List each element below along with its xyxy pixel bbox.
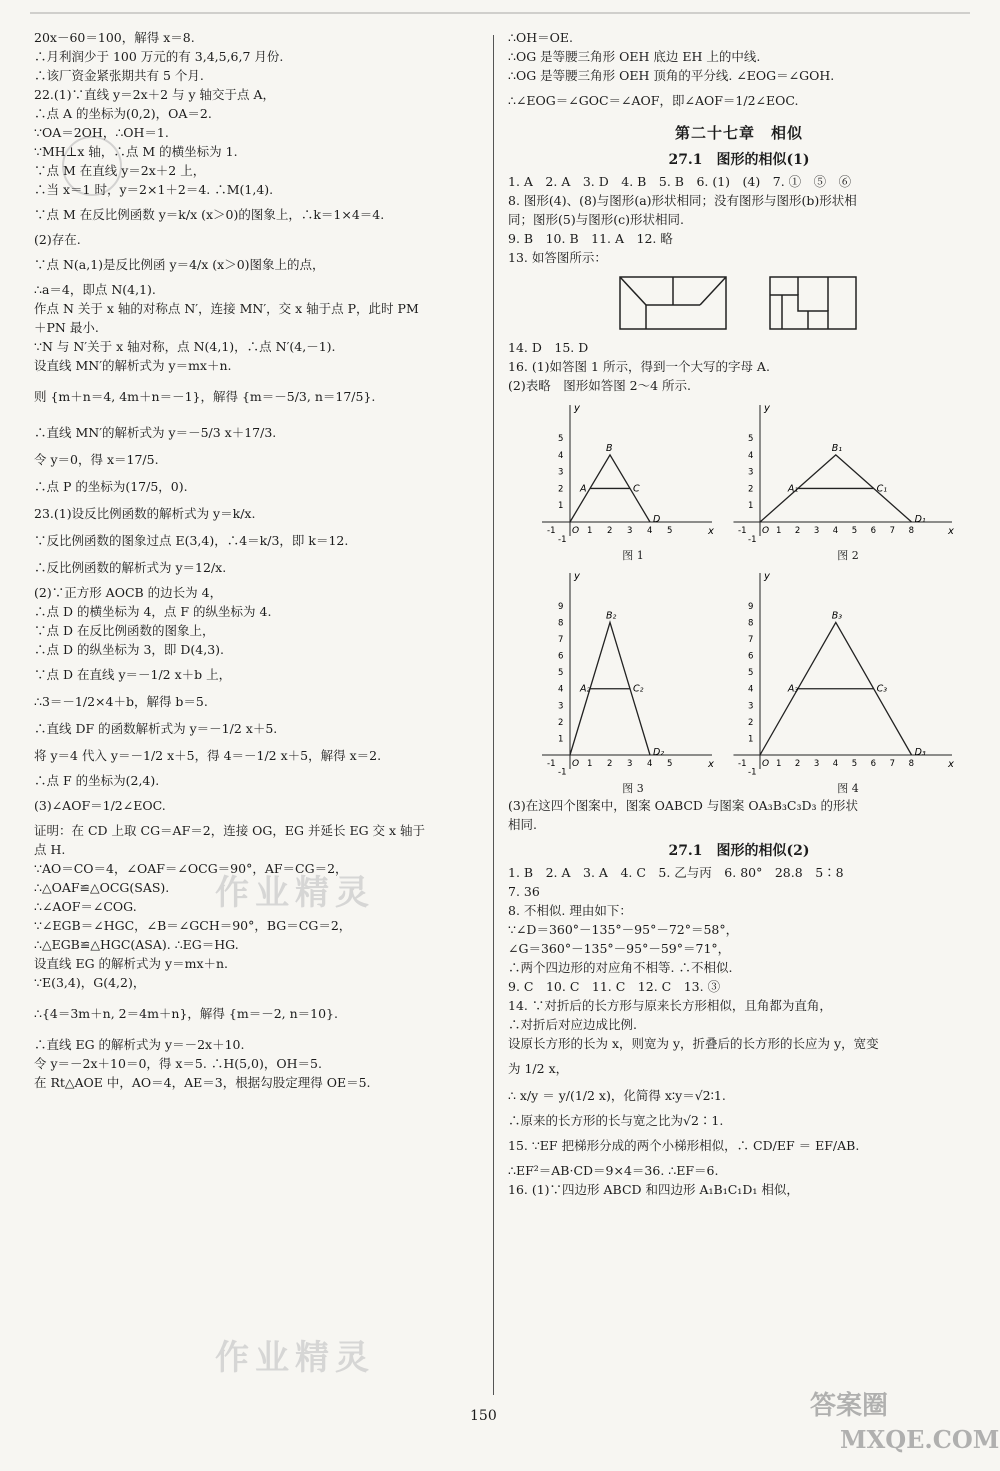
x-tick-label: -1 <box>547 526 556 536</box>
text-line: 为 1/2 x， <box>508 1061 569 1076</box>
text-line: ∴∠EOG＝∠GOC＝∠AOF，即∠AOF＝1/2∠EOC. <box>508 93 799 108</box>
x-tick-label: 7 <box>889 526 896 536</box>
x-tick-label: 3 <box>813 526 820 536</box>
text-line: 设原长方形的长为 x，则宽为 y，折叠后的长方形的长应为 y，宽变 <box>508 1036 879 1051</box>
y-tick-label: 3 <box>558 701 564 712</box>
graph-caption: 图 3 <box>622 782 644 795</box>
text-line: 15. ∵EF 把梯形分成的两个小梯形相似，∴ CD/EF ＝ EF/AB. <box>508 1138 860 1153</box>
text-line: ∵N 与 N′关于 x 轴对称，点 N(4,1)，∴点 N′(4,－1). <box>34 339 336 354</box>
x-tick-label: 3 <box>813 759 820 769</box>
left-column <box>34 28 480 1093</box>
text-line: 令 y＝－2x＋10＝0，得 x＝5. ∴H(5,0)，OH＝5. <box>34 1056 322 1071</box>
text-line: 将 y＝4 代入 y＝－1/2 x＋5，得 4＝－1/2 x＋5，解得 x＝2. <box>34 748 382 763</box>
text-line: 设直线 MN′的解析式为 y＝mx＋n. <box>34 358 232 373</box>
y-axis-label: y <box>764 403 770 414</box>
y-tick-label: 5 <box>558 668 564 679</box>
y-tick-label: 7 <box>558 635 564 645</box>
q13-figure-lshape <box>768 275 858 331</box>
text-line: 设直线 EG 的解析式为 y＝mx＋n. <box>34 956 229 971</box>
x-tick-label: 1 <box>775 526 782 536</box>
text-line: (3)在这四个图案中，图案 OABCD 与图案 OA₃B₃C₃D₃ 的形状 <box>508 798 858 813</box>
x-tick-label: 4 <box>832 759 839 769</box>
text-line: ∴对折后对应边成比例. <box>508 1017 637 1032</box>
origin-label: O <box>572 759 580 769</box>
text-line: ＋PN 最小. <box>34 320 99 335</box>
x-tick-label: -1 <box>738 759 747 769</box>
text-line: ∴直线 MN′的解析式为 y＝－5/3 x＋17/3. <box>34 425 277 440</box>
text-line: ∴OG 是等腰三角形 OEH 底边 EH 上的中线. <box>508 49 761 64</box>
text-line: ∴原来的长方形的长与宽之比为√2∶1. <box>508 1113 724 1128</box>
origin-label: O <box>572 526 580 536</box>
text-line: ∵点 M 在反比例函数 y＝k/x (x＞0)的图象上，∴k＝1×4＝4. <box>34 207 385 222</box>
text-line: ∴△OAF≌△OCG(SAS). <box>34 880 170 895</box>
graph-caption: 图 2 <box>837 549 859 562</box>
text-line: ∴△EGB≌△HGC(ASA). ∴EG＝HG. <box>34 937 239 952</box>
text-line: ∴月利润少于 100 万元的有 3,4,5,6,7 月份. <box>34 49 284 64</box>
text-line: ∴当 x＝1 时，y＝2×1＋2＝4. ∴M(1,4). <box>34 182 274 197</box>
text-line: ∴a＝4，即点 N(4,1). <box>34 282 156 297</box>
x-tick-label: 1 <box>775 759 782 769</box>
y-tick-label: 1 <box>748 734 754 745</box>
text-line: ∴{4＝3m＋n, 2＝4m＋n}，解得 {m＝－2, n＝10}. <box>34 1006 338 1021</box>
y-axis-label: y <box>764 571 770 582</box>
y-tick-label: 9 <box>558 601 564 612</box>
point-label: B₁ <box>831 442 843 454</box>
text-line: ∴∠AOF＝∠COG. <box>34 899 137 914</box>
text-line: ∵∠EGB＝∠HGC，∠B＝∠GCH＝90°，BG＝CG＝2， <box>34 918 352 933</box>
x-tick-label: 3 <box>627 526 633 536</box>
text-line: 令 y＝0，得 x＝17/5. <box>34 452 159 467</box>
y-tick-label: 5 <box>558 434 564 445</box>
x-tick-label: 5 <box>667 759 673 769</box>
point-label: C₂ <box>633 683 644 695</box>
y-axis-label: y <box>574 571 580 582</box>
text-line: 7. 36 <box>508 884 540 899</box>
text-line: (3)∠AOF＝1/2∠EOC. <box>34 798 166 813</box>
text-line: 16. (1)如答图 1 所示，得到一个大写的字母 A. <box>508 359 770 374</box>
x-tick-label: 8 <box>908 759 915 769</box>
y-tick-label: 9 <box>748 601 754 612</box>
graph-2 <box>738 399 958 563</box>
text-line: 9. B 10. B 11. A 12. 略 <box>508 231 673 246</box>
text-line: 1. A 2. A 3. D 4. B 5. B 6. (1) (4) 7. ① ⑤ ⑥ <box>508 174 852 189</box>
point-label: C₃ <box>876 683 888 695</box>
text-line: ∴点 P 的坐标为(17/5，0). <box>34 479 188 494</box>
y-tick-label: -1 <box>748 767 757 778</box>
y-tick-label: 4 <box>558 684 564 695</box>
x-tick-label: 5 <box>851 759 858 769</box>
q13-figures <box>618 275 970 331</box>
graph-row-2 <box>548 567 970 796</box>
section-title-2: 27.1 图形的相似(2) <box>668 843 810 859</box>
text-line: 相同. <box>508 817 537 832</box>
y-tick-label: 6 <box>748 651 754 662</box>
section-title-1: 27.1 图形的相似(1) <box>668 152 810 168</box>
point-label: B <box>606 442 613 454</box>
text-line: 16. (1)∵四边形 ABCD 和四边形 A₁B₁C₁D₁ 相似， <box>508 1182 799 1197</box>
y-tick-label: 5 <box>748 434 754 445</box>
text-line: (2)表略 图形如答图 2～4 所示. <box>508 378 692 393</box>
x-tick-label: -1 <box>547 759 556 769</box>
y-tick-label: -1 <box>748 534 757 545</box>
watermark: 作业精灵 <box>215 873 375 913</box>
text-line: ∴该厂资金紧张期共有 5 个月. <box>34 68 204 83</box>
x-tick-label: 4 <box>832 526 839 536</box>
graph-3 <box>548 567 718 796</box>
x-tick-label: 6 <box>870 759 877 769</box>
text-line: ∠G＝360°－135°－95°－59°＝71°， <box>508 941 731 956</box>
point-label: A <box>580 483 587 495</box>
text-line: 同；图形(5)与图形(c)形状相同. <box>508 212 684 227</box>
text-line: 作点 N 关于 x 轴的对称点 N′，连接 MN′，交 x 轴于点 P，此时 PM <box>34 301 419 316</box>
text-line: 1. B 2. A 3. A 4. C 5. 乙与丙 6. 80° 28.8 5∶8 <box>508 865 844 880</box>
text-line: (2)存在. <box>34 232 81 247</box>
x-tick-label: 2 <box>794 526 801 536</box>
q13-figure-trapezoid <box>618 275 728 331</box>
y-tick-label: 3 <box>748 467 754 478</box>
x-tick-label: 5 <box>667 526 673 536</box>
text-line: ∵点 D 在直线 y＝－1/2 x＋b 上， <box>34 667 232 682</box>
text-line: 13. 如答图所示： <box>508 250 607 265</box>
x-axis-label: x <box>948 759 954 770</box>
y-tick-label: -1 <box>558 767 567 778</box>
x-tick-label: -1 <box>738 526 747 536</box>
x-axis-label: x <box>948 526 954 537</box>
point-label: B₂ <box>606 610 617 622</box>
x-tick-label: 3 <box>627 759 633 769</box>
text-line: (2)∵正方形 AOCB 的边长为 4， <box>34 585 223 600</box>
text-line: ∴点 D 的横坐标为 4，点 F 的纵坐标为 4. <box>34 604 272 619</box>
text-line: 则 {m＋n＝4, 4m＋n＝－1}，解得 {m＝－5/3, n＝17/5}. <box>34 389 376 404</box>
graph-row-1 <box>548 399 970 563</box>
column-divider <box>493 35 494 1395</box>
y-tick-label: 2 <box>748 484 754 495</box>
graph-caption: 图 1 <box>622 549 644 562</box>
y-tick-label: 5 <box>748 668 754 679</box>
top-rule <box>30 12 970 14</box>
y-axis-label: y <box>574 403 580 414</box>
y-tick-label: 8 <box>558 618 564 629</box>
y-tick-label: 2 <box>558 484 564 495</box>
text-line: ∴两个四边形的对应角不相等. ∴不相似. <box>508 960 733 975</box>
x-tick-label: 4 <box>647 759 653 769</box>
text-line: ∴点 F 的坐标为(2,4). <box>34 773 160 788</box>
text-line: ∴OG 是等腰三角形 OEH 顶角的平分线. ∠EOG＝∠GOH. <box>508 68 835 83</box>
y-tick-label: 8 <box>748 618 754 629</box>
y-tick-label: 3 <box>558 467 564 478</box>
point-label: D <box>653 514 661 525</box>
y-tick-label: 4 <box>748 684 754 695</box>
y-tick-label: 3 <box>748 701 754 712</box>
point-label: A₁ <box>787 483 799 495</box>
text-line: 14. D 15. D <box>508 340 589 355</box>
y-tick-label: 1 <box>748 501 754 512</box>
y-tick-label: 4 <box>748 450 754 461</box>
text-line: ∵OA＝2OH，∴OH＝1. <box>34 125 169 140</box>
corner-url: MXQE.COM <box>840 1425 1000 1454</box>
text-line: ∴直线 DF 的函数解析式为 y＝－1/2 x＋5. <box>34 721 278 736</box>
x-tick-label: 2 <box>607 526 613 536</box>
x-axis-label: x <box>708 526 714 537</box>
x-tick-label: 4 <box>647 526 653 536</box>
graph-1 <box>548 399 718 563</box>
chapter-title: 第二十七章 相似 <box>674 124 803 142</box>
text-line: 8. 不相似. 理由如下： <box>508 903 632 918</box>
point-label: D₁ <box>914 514 926 525</box>
text-line: ∵E(3,4)，G(4,2)， <box>34 975 146 990</box>
graph-4 <box>738 567 958 796</box>
text-line: 22.(1)∵直线 y＝2x＋2 与 y 轴交于点 A， <box>34 87 276 102</box>
point-label: B₃ <box>831 610 843 622</box>
text-line: ∵点 D 在反比例函数的图象上， <box>34 623 215 638</box>
x-tick-label: 6 <box>870 526 877 536</box>
text-line: ∴直线 EG 的解析式为 y＝－2x＋10. <box>34 1037 245 1052</box>
y-tick-label: -1 <box>558 534 567 545</box>
x-tick-label: 2 <box>607 759 613 769</box>
text-line: 9. C 10. C 11. C 12. C 13. ③ <box>508 979 721 994</box>
point-label: A₂ <box>580 683 591 695</box>
corner-logo: 答案圈 <box>810 1391 889 1421</box>
text-line: ∴EF²＝AB·CD＝9×4＝36. ∴EF＝6. <box>508 1163 719 1178</box>
text-line: 23.(1)设反比例函数的解析式为 y＝k/x. <box>34 506 256 521</box>
text-line: ∴3＝－1/2×4＋b，解得 b＝5. <box>34 694 208 709</box>
y-tick-label: 1 <box>558 501 564 512</box>
y-tick-label: 7 <box>748 635 754 645</box>
text-line: ∵反比例函数的图象过点 E(3,4)，∴4＝k/3，即 k＝12. <box>34 533 349 548</box>
y-tick-label: 6 <box>558 651 564 662</box>
text-line: ∵∠D＝360°－135°－95°－72°＝58°， <box>508 922 739 937</box>
y-tick-label: 1 <box>558 734 564 745</box>
text-line: ∴点 D 的纵坐标为 3，即 D(4,3). <box>34 642 224 657</box>
right-column <box>508 28 970 1200</box>
x-tick-label: 7 <box>889 759 896 769</box>
watermark: 作业精灵 <box>215 1338 375 1378</box>
x-axis-label: x <box>708 759 714 770</box>
text-line: ∵MH⊥x 轴，∴点 M 的横坐标为 1. <box>34 144 238 159</box>
page-number: 150 <box>470 1408 497 1424</box>
graph-caption: 图 4 <box>837 782 859 795</box>
x-tick-label: 8 <box>908 526 915 536</box>
text-line: 14. ∵对折后的长方形与原来长方形相似，且角都为直角， <box>508 998 832 1013</box>
text-line: ∴点 A 的坐标为(0,2)，OA＝2. <box>34 106 212 121</box>
y-tick-label: 2 <box>558 717 564 728</box>
y-tick-label: 4 <box>558 450 564 461</box>
text-line: ∴ x/y ＝ y/(1/2 x)，化简得 x∶y＝√2∶1. <box>508 1088 726 1103</box>
text-line: 8. 图形(4)、(8)与图形(a)形状相同；没有图形与图形(b)形状相 <box>508 193 857 208</box>
point-label: C <box>633 483 640 495</box>
point-label: D₃ <box>914 747 926 758</box>
text-line: ∵点 M 在直线 y＝2x＋2 上， <box>34 163 206 178</box>
x-tick-label: 5 <box>851 526 858 536</box>
text-line: 点 H. <box>34 842 66 857</box>
x-tick-label: 1 <box>587 526 593 536</box>
point-label: C₁ <box>876 483 888 495</box>
origin-label: O <box>762 526 770 536</box>
point-label: D₂ <box>653 747 665 758</box>
text-line: ∴反比例函数的解析式为 y＝12/x. <box>34 560 227 575</box>
y-tick-label: 2 <box>748 717 754 728</box>
point-label: A₃ <box>787 683 799 695</box>
text-line: ∵AO＝CO＝4，∠OAF＝∠OCG＝90°，AF＝CG＝2， <box>34 861 348 876</box>
text-line: ∴OH＝OE. <box>508 30 573 45</box>
text-line: 在 Rt△AOE 中，AO＝4，AE＝3，根据勾股定理得 OE＝5. <box>34 1075 371 1090</box>
text-line: 20x－60＝100，解得 x＝8. <box>34 30 195 45</box>
origin-label: O <box>762 759 770 769</box>
text-line: 证明：在 CD 上取 CG＝AF＝2，连接 OG，EG 并延长 EG 交 x 轴于 <box>34 823 426 838</box>
x-tick-label: 1 <box>587 759 593 769</box>
x-tick-label: 2 <box>794 759 801 769</box>
text-line: ∵点 N(a,1)是反比例函 y＝4/x (x＞0)图象上的点， <box>34 257 325 272</box>
